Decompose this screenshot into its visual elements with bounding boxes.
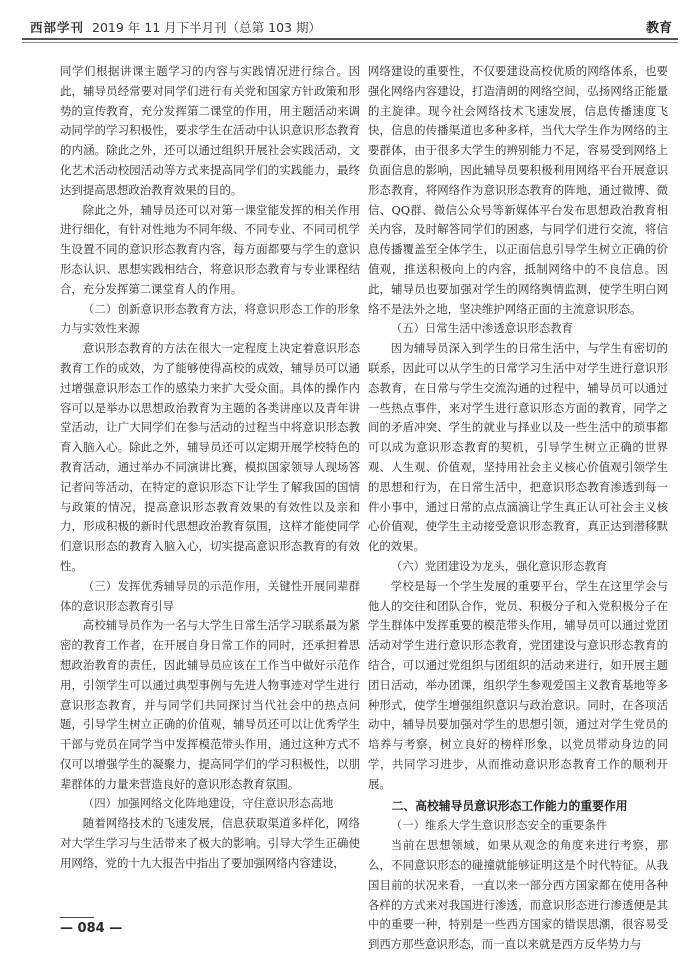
body-paragraph: 当前在思想领域，如果从观念的角度来进行考察，那么，不同意识形态的碰撞就能够证明这是个时代特征。从我国目前的状况来看，一直以来一部分西方国家都在使用各种各样的方式来对我国进行渗透，而意识形态进行渗透便是其中的重要一种，特别是一些西方国家的错误思潮，很容易受到西方那些意识形态，而一直以来就是西方反华势力与 xyxy=(368,838,668,952)
header-divider-thin xyxy=(22,42,678,43)
page-number: — 084 — xyxy=(60,921,123,936)
subsection-heading: （一）维系大学生意识形态安全的重要条件 xyxy=(390,818,608,833)
section-label: 教育 xyxy=(645,21,672,36)
body-paragraph: 随着网络技术的飞速发展，信息获取渠道多样化，网络对大学生学习与生活带来了极大的影响。引导大学生正确使用网络，党的十九大报告中指出了要加强网络内容建设， xyxy=(60,816,360,870)
journal-logo: 西部学刊 xyxy=(30,20,85,35)
body-paragraph: 因为辅导员深入到学生的日常生活中，与学生有密切的联系，因此可以从学生的日常学习生活中对学生进行意识形态教育，在日常与学生交流沟通的过程中，辅导员可以通过一些热点事件，来对学生进行意识形态方面的教育，同学之间的矛盾冲突、学生的就业与择业以及一些生活中的琐事都可以成为意识形态教育的契机，引导学生树立正确的世界观、人生观、价值观，坚持用社会主义核心价值观引领学生的思想和行为，在日常生活中，把意识形态教育渗透到每一件小事中，通过日常的点点滴滴让学生真正认可社会主义核心价值观，使学生主动接受意识形态教育，真正达到潜移默化的效果。 xyxy=(368,341,668,554)
left-column xyxy=(60,62,360,874)
body-paragraph: 同学们根据讲课主题学习的内容与实践情况进行综合。因此，辅导员经常要对同学们进行有关党和国家方针政策和形势的宣传教育，充分发挥第二课堂的作用，用主题活动来调动同学的学习积极性，要求学生在活动中认识意识形态教育的内涵。除此之外，还可以通过组织开展社会实践活动，文化艺术活动校园活动等方式来提高同学们的实践能力，最终达到提高思想政治教育效果的目的。 xyxy=(60,64,360,197)
body-paragraph: 网络建设的重要性，不仅要建设高校优质的网络体系，也要强化网络内容建设，打造清朗的网络空间，弘扬网络正能量的主旋律。现今社会网络技术飞速发展，信息传播速度飞快，信息的传播渠道也多种多样，当代大学生作为网络的主要群体，由于很多大学生的辨别能力不足，容易受到网络上负面信息的影响，因此辅导员要积极利用网络平台开展意识形态教育，将网络作为意识形态教育的阵地，通过微博、微信、QQ群、微信公众号等新媒体平台发布思想政治教育相关内容，及时解答同学们的困惑，与同学们进行交流，将信息传播覆盖至全体学生，以正面信息引导学生树立正确的价值观，推送积极向上的内容，抵制网络中的不良信息。因此，辅导员也要加强对学生的网络舆情监测，使学生明白网络不是法外之地，坚决维护网络正面的主流意识形态。 xyxy=(368,64,668,316)
page-header xyxy=(22,14,678,44)
subsection-heading: （五）日常生活中渗透意识形态教育 xyxy=(390,321,574,336)
header-divider xyxy=(22,38,678,40)
body-paragraph: 学校是每一个学生发展的重要平台，学生在这里学会与他人的交往和团队合作，党员、积极分子和入党积极分子在学生群体中发挥重要的模范带头作用，辅导员可以通过党团活动对学生进行意识形态教育，党团建设与意识形态教育的结合，可以通过党组织与团组织的活动来进行，如开展主题团日活动，举办团课，组织学生参观爱国主义教育基地等多种形式，使学生增强组织意识与政治意识。同时，在各项活动中，辅导员要加强对学生的思想引领，通过对学生党员的培养与考察，树立良好的榜样形象，以党员带动身边的同学，共同学习进步，从而推动意识形态教育工作的顺利开展。 xyxy=(368,578,668,791)
right-column xyxy=(368,62,668,955)
body-paragraph: 意识形态教育的方法在很大一定程度上决定着意识形态教育工作的成效，为了能够使得高校的成效，辅导员可以通过增强意识形态工作的感染力来扩大受众面。具体的操作内容可以是举办以思想政治教育为主题的各类讲座以及青年讲堂活动，让广大同学们在参与活动的过程当中将意识形态教育入脑入心。除此之外，辅导员还可以定期开展学校特色的教育活动，通过举办不同演讲比赛，模拟国家领导人现场答记者问等活动，在特定的意识形态下让学生了解我国的国情与政策的情况，提高意识形态教育效果的有效性以及亲和力，形成积极的新时代思想政治教育氛围，这样才能使同学们意识形态的教育入脑入心，切实提高意识形态教育的有效性。 xyxy=(60,341,360,573)
body-paragraph: 除此之外，辅导员还可以对第一课堂能发挥的相关作用进行细化，有针对性地为不同年级、不同专业、不同司机学生设置不同的意识形态教育内容，每方面都要与学生的意识形态认识、思想实践相结合，将意识形态教育与专业课程结合，充分发挥第二课堂育人的作用。 xyxy=(60,202,360,296)
subsection-heading: （二）创新意识形态教育方法，将意识形态工作的形象力与实效性来源 xyxy=(60,301,360,336)
footer-divider xyxy=(60,917,94,918)
subsection-heading: （六）党团建设为龙头，强化意识形态教育 xyxy=(390,558,608,573)
subsection-heading: （三）发挥优秀辅导员的示范作用，关键性开展同辈群体的意识形态教育引导 xyxy=(60,578,360,613)
journal-info xyxy=(30,18,321,36)
section-heading: 二、高校辅导员意识形态工作能力的重要作用 xyxy=(391,799,628,814)
subsection-heading: （四）加强网络文化阵地建设，守住意识形态高地 xyxy=(82,796,334,811)
body-paragraph: 高校辅导员作为一名与大学生日常生活学习联系最为紧密的教育工作者，在开展自身日常工作的同时，还承担着思想政治教育的责任，因此辅导员应该在工作当中做好示范作用，引领学生可以通过典型事例与先进人物事迹对学生进行意识形态教育，并与同学们共同探讨当代社会中的热点问题，引导学生树立正确的价值观，辅导员还可以让优秀学生干部与党员在同学当中发挥模范带头作用，通过这种方式不仅可以增强学生的凝聚力，提高同学们的学习积极性，以朋辈群体的力量来营造良好的意识形态教育氛围。 xyxy=(60,618,360,791)
issue-info: 2019 年 11 月下半月刊（总第 103 期） xyxy=(92,20,321,35)
